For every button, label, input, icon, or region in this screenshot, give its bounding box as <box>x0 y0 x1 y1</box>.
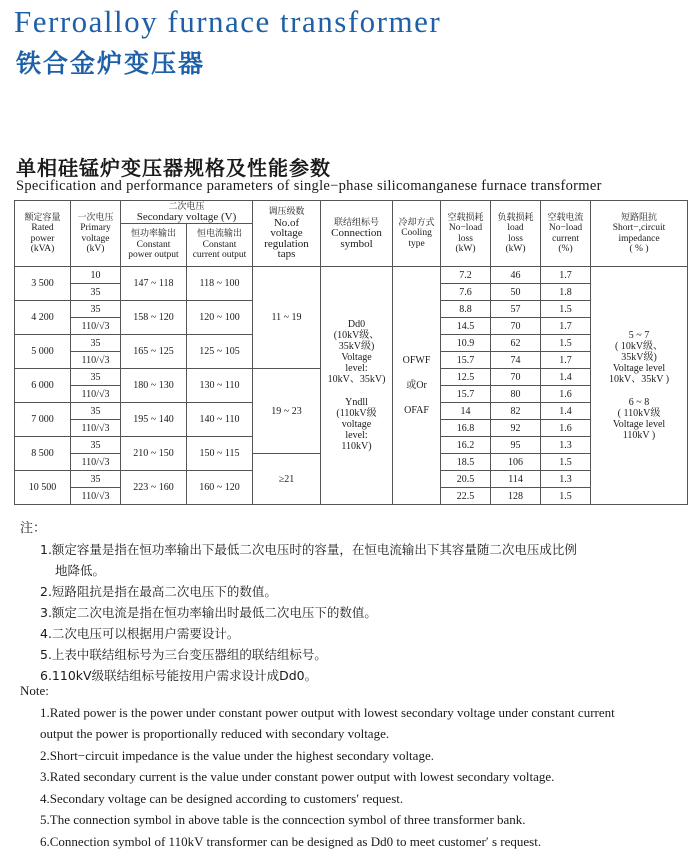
header-rated-power: 额定容量 Rated power (kVA) <box>15 201 71 267</box>
cell-primary: 35 <box>71 335 121 352</box>
cell-cc: 125 ~ 105 <box>187 335 253 369</box>
notes-label: Note: <box>20 683 49 698</box>
table-row <box>15 267 688 284</box>
cell-cc: 120 ~ 100 <box>187 301 253 335</box>
cell-current: 1.7 <box>541 318 591 335</box>
cell-cp: 195 ~ 140 <box>121 403 187 437</box>
note-item: 1.额定容量是指在恒功率输出下最低二次电压时的容量，在恒电流输出下其容量随二次电压成比例 <box>40 542 577 557</box>
cell-primary: 110/√3 <box>71 352 121 369</box>
cell-primary: 110/√3 <box>71 488 121 505</box>
spec-title-chinese: 单相硅锰炉变压器规格及性能参数 <box>16 156 331 180</box>
header-noload-current: 空载电流 No−load current (%) <box>541 201 591 267</box>
header-primary-voltage: 一次电压 Primary voltage (kV) <box>71 201 121 267</box>
notes-label: 注： <box>20 521 47 536</box>
spec-table <box>14 200 688 505</box>
cell-rated: 8 500 <box>15 437 71 471</box>
cell-rated: 5 000 <box>15 335 71 369</box>
header-secondary-voltage: 二次电压 Secondary voltage (V) <box>121 201 253 224</box>
notes-chinese <box>20 518 690 686</box>
cell-taps: 11 ~ 19 <box>253 267 321 369</box>
note-item: 3.额定二次电流是指在恒功率输出时最低二次电压下的数值。 <box>40 605 377 620</box>
cell-primary: 10 <box>71 267 121 284</box>
header-noload-loss: 空载损耗 No−load loss (kW) <box>441 201 491 267</box>
cell-impedance: 5 ~ 7 ( 10kV级、 35kV级) Voltage level 10kV、35kV ) 6 ~ 8 ( 110kV级 Voltage level 110kV ) <box>591 267 688 505</box>
cell-cp: 158 ~ 120 <box>121 301 187 335</box>
cell-cc: 130 ~ 110 <box>187 369 253 403</box>
cell-taps: 19 ~ 23 <box>253 369 321 454</box>
cell-current: 1.4 <box>541 403 591 420</box>
header-constant-current: 恒电流输出 Constant current output <box>187 224 253 267</box>
cell-primary: 35 <box>71 284 121 301</box>
cell-noload: 10.9 <box>441 335 491 352</box>
cell-current: 1.3 <box>541 437 591 454</box>
header-impedance: 短路阻抗 Short−,circuit impedance ( % ) <box>591 201 688 267</box>
cell-load: 57 <box>491 301 541 318</box>
cell-noload: 8.8 <box>441 301 491 318</box>
cell-primary: 35 <box>71 437 121 454</box>
cell-primary: 35 <box>71 471 121 488</box>
cell-noload: 15.7 <box>441 352 491 369</box>
cell-noload: 7.2 <box>441 267 491 284</box>
cell-cp: 147 ~ 118 <box>121 267 187 301</box>
cell-noload: 18.5 <box>441 454 491 471</box>
cell-load: 128 <box>491 488 541 505</box>
cell-primary: 110/√3 <box>71 386 121 403</box>
cell-cp: 210 ~ 150 <box>121 437 187 471</box>
cell-load: 95 <box>491 437 541 454</box>
note-item: 2.Short−circuit impedance is the value under the highest secondary voltage. <box>40 747 434 763</box>
note-item: 4.二次电压可以根据用户需要设计。 <box>40 626 240 641</box>
cell-current: 1.4 <box>541 369 591 386</box>
cell-primary: 110/√3 <box>71 318 121 335</box>
cell-primary: 110/√3 <box>71 420 121 437</box>
cell-cc: 150 ~ 115 <box>187 437 253 471</box>
cell-current: 1.6 <box>541 386 591 403</box>
cell-load: 70 <box>491 369 541 386</box>
header-cooling: 冷却方式 Cooling type <box>393 201 441 267</box>
cell-cooling: OFWF 或Or OFAF <box>393 267 441 505</box>
cell-load: 92 <box>491 420 541 437</box>
cell-noload: 14 <box>441 403 491 420</box>
cell-primary: 110/√3 <box>71 454 121 471</box>
cell-current: 1.7 <box>541 352 591 369</box>
cell-load: 106 <box>491 454 541 471</box>
cell-load: 62 <box>491 335 541 352</box>
cell-current: 1.3 <box>541 471 591 488</box>
cell-current: 1.5 <box>541 335 591 352</box>
spec-title-english: Specification and performance parameters of single−phase silicomanganese furnace transformer <box>16 178 602 194</box>
header-connection: 联结组标号 Connection symbol <box>321 201 393 267</box>
cell-connection: Dd0 (10kV级、 35kV级) Voltage level: 10kV、35kV) Yndll (110kV级 voltage level: 110kV) <box>321 267 393 505</box>
cell-rated: 6 000 <box>15 369 71 403</box>
note-item: 5.上表中联结组标号为三台变压器组的联结组标号。 <box>40 647 327 662</box>
cell-cp: 180 ~ 130 <box>121 369 187 403</box>
title-english: Ferroalloy furnace transformer <box>14 4 442 39</box>
cell-noload: 22.5 <box>441 488 491 505</box>
cell-noload: 7.6 <box>441 284 491 301</box>
cell-taps: ≥21 <box>253 454 321 505</box>
cell-load: 114 <box>491 471 541 488</box>
notes-english <box>20 680 690 852</box>
cell-current: 1.8 <box>541 284 591 301</box>
cell-cc: 140 ~ 110 <box>187 403 253 437</box>
cell-noload: 15.7 <box>441 386 491 403</box>
cell-noload: 20.5 <box>441 471 491 488</box>
header-load-loss: 负载损耗 load loss (kW) <box>491 201 541 267</box>
cell-cp: 165 ~ 125 <box>121 335 187 369</box>
cell-load: 74 <box>491 352 541 369</box>
note-item: 6.Connection symbol of 110kV transformer can be designed as Dd0 to meet customer′ s request. <box>40 833 542 849</box>
cell-current: 1.6 <box>541 420 591 437</box>
cell-rated: 4 200 <box>15 301 71 335</box>
note-item-continuation: output the power is proportionally reduced with secondary voltage. <box>40 726 390 741</box>
note-item: 1.Rated power is the power under constant power output with lowest secondary voltage under constant current <box>40 704 615 720</box>
note-item: 6.110kV级联结组标号能按用户需求设计成Dd0。 <box>40 668 318 683</box>
cell-rated: 10 500 <box>15 471 71 505</box>
cell-rated: 7 000 <box>15 403 71 437</box>
cell-current: 1.7 <box>541 267 591 284</box>
cell-cp: 223 ~ 160 <box>121 471 187 505</box>
cell-load: 82 <box>491 403 541 420</box>
cell-noload: 16.2 <box>441 437 491 454</box>
header-constant-power: 恒功率输出 Constant power output <box>121 224 187 267</box>
cell-cc: 118 ~ 100 <box>187 267 253 301</box>
cell-current: 1.5 <box>541 301 591 318</box>
cell-current: 1.5 <box>541 454 591 471</box>
cell-current: 1.5 <box>541 488 591 505</box>
cell-primary: 35 <box>71 301 121 318</box>
cell-cc: 160 ~ 120 <box>187 471 253 505</box>
cell-load: 70 <box>491 318 541 335</box>
note-item: 5.The connection symbol in above table is the conncection symbol of three transformer bank. <box>40 812 526 827</box>
note-item: 2.短路阻抗是指在最高二次电压下的数值。 <box>40 584 277 599</box>
header-taps: 调压级数 No.of voltage regulation taps <box>253 201 321 267</box>
cell-load: 50 <box>491 284 541 301</box>
cell-primary: 35 <box>71 403 121 420</box>
note-item: 4.Secondary voltage can be designed according to customers′ request. <box>40 790 404 806</box>
cell-load: 80 <box>491 386 541 403</box>
cell-load: 46 <box>491 267 541 284</box>
note-item-continuation: 地降低。 <box>55 563 106 578</box>
cell-rated: 3 500 <box>15 267 71 301</box>
cell-noload: 14.5 <box>441 318 491 335</box>
cell-primary: 35 <box>71 369 121 386</box>
cell-noload: 12.5 <box>441 369 491 386</box>
cell-noload: 16.8 <box>441 420 491 437</box>
note-item: 3.Rated secondary current is the value under constant power output with lowest secondary voltage. <box>40 769 555 784</box>
title-chinese: 铁合金炉变压器 <box>16 49 206 78</box>
